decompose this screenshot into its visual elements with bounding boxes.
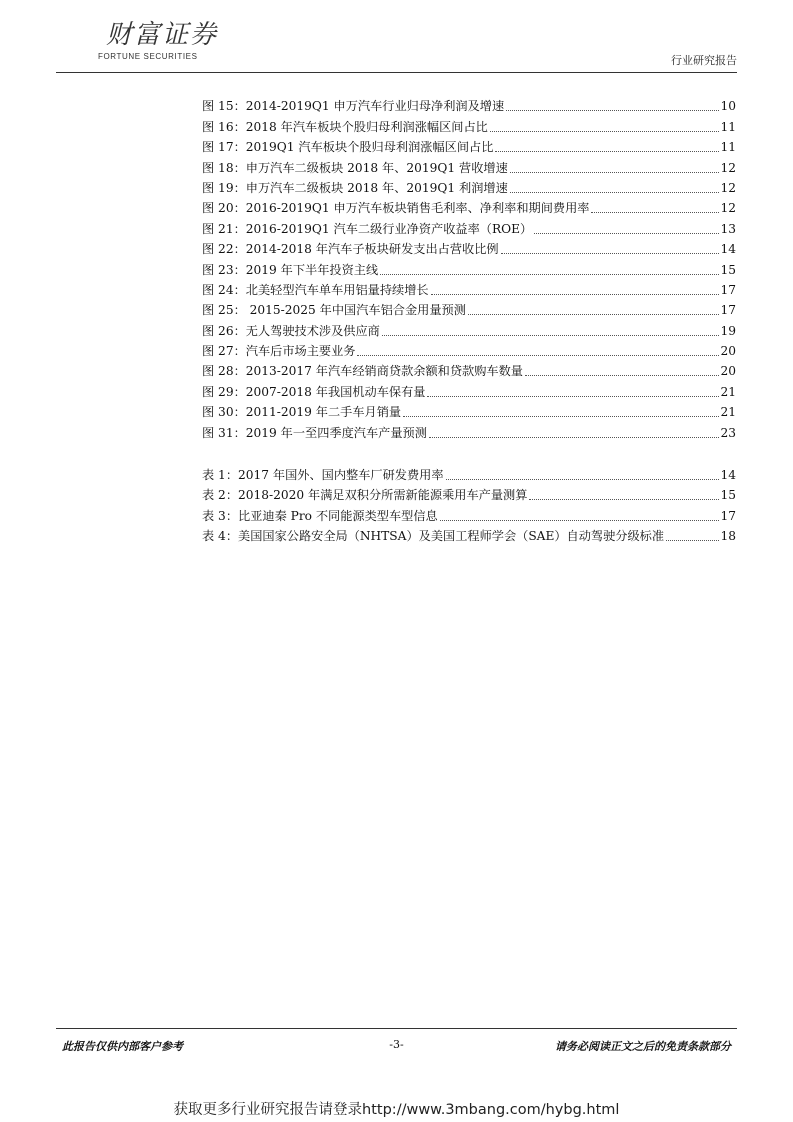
dot-leader	[429, 437, 720, 438]
figure-entry-page: 19	[720, 323, 736, 338]
table-entry-page: 15	[720, 488, 736, 503]
dot-leader	[446, 479, 720, 480]
figure-entry-page: 15	[720, 262, 736, 277]
dot-leader	[427, 396, 719, 397]
table-entry-title: 表 3：比亚迪秦 Pro 不同能源类型车型信息	[202, 508, 438, 523]
figure-entry[interactable]	[202, 96, 736, 116]
table-entry-title: 表 2：2018-2020 年满足双积分所需新能源乘用车产量测算	[202, 488, 528, 503]
figure-entry-page: 12	[720, 160, 736, 175]
figure-entry-title: 图 16：2018 年汽车板块个股归母利润涨幅区间占比	[202, 119, 488, 134]
figure-entry[interactable]	[202, 422, 736, 442]
footer-disclaimer-right: 请务必阅读正文之后的免责条款部分	[555, 1040, 731, 1053]
dot-leader	[529, 499, 719, 500]
figure-entry[interactable]	[202, 320, 736, 340]
figure-entry-title: 图 20：2016-2019Q1 申万汽车板块销售毛利率、净利率和期间费用率	[202, 201, 590, 216]
figure-entry-title: 图 18：申万汽车二级板块 2018 年、2019Q1 营收增速	[202, 160, 508, 175]
figure-entry[interactable]	[202, 116, 736, 136]
figure-entry-page: 20	[720, 364, 736, 379]
dot-leader	[357, 355, 719, 356]
figure-entry-title: 图 30：2011-2019 年二手车月销量	[202, 405, 402, 420]
figure-entry[interactable]	[202, 402, 736, 422]
table-entry-title: 表 4：美国国家公路安全局（NHTSA）及美国工程师学会（SAE）自动驾驶分级标准	[202, 529, 665, 544]
table-list	[202, 465, 736, 547]
figure-entry-title: 图 29：2007-2018 年我国机动车保有量	[202, 384, 426, 399]
figure-entry[interactable]	[202, 381, 736, 401]
figure-entry-page: 13	[720, 221, 736, 236]
figure-entry[interactable]	[202, 280, 736, 300]
figure-entry-title: 图 23：2019 年下半年投资主线	[202, 262, 379, 277]
dot-leader	[490, 131, 720, 132]
table-entry[interactable]	[202, 465, 736, 485]
figure-entry-title: 图 15：2014-2019Q1 申万汽车行业归母净利润及增速	[202, 99, 505, 114]
logo-english-name: FORTUNE SECURITIES	[98, 52, 198, 61]
dot-leader	[382, 335, 720, 336]
figure-entry-page: 21	[720, 405, 736, 420]
table-entry-page: 17	[720, 508, 736, 523]
header-divider	[56, 72, 737, 73]
figure-entry[interactable]	[202, 259, 736, 279]
logo-chinese-name: 财富证券	[106, 20, 219, 50]
dot-leader	[510, 172, 720, 173]
figure-entry[interactable]	[202, 157, 736, 177]
page-number: -3-	[389, 1038, 404, 1051]
dot-leader	[666, 540, 719, 541]
figure-entry-title: 图 21：2016-2019Q1 汽车二级行业净资产收益率（ROE）	[202, 221, 533, 236]
dot-leader	[510, 192, 720, 193]
figure-entry-title: 图 31：2019 年一至四季度汽车产量预测	[202, 425, 427, 440]
table-entry-title: 表 1：2017 年国外、国内整车厂研发费用率	[202, 468, 444, 483]
figure-entry-page: 17	[720, 282, 736, 297]
figure-entry[interactable]	[202, 137, 736, 157]
figure-entry-page: 10	[720, 99, 736, 114]
dot-leader	[525, 375, 720, 376]
report-type-label: 行业研究报告	[671, 54, 737, 67]
figure-entry-page: 11	[720, 140, 736, 155]
watermark-link-text: 获取更多行业研究报告请登录http://www.3mbang.com/hybg.html	[173, 1102, 620, 1118]
dot-leader	[468, 314, 720, 315]
dot-leader	[506, 110, 719, 111]
table-entry[interactable]	[202, 485, 736, 505]
figure-entry[interactable]	[202, 361, 736, 381]
dot-leader	[380, 274, 719, 275]
figure-entry-title: 图 24：北美轻型汽车单车用铝量持续增长	[202, 282, 429, 297]
company-logo	[98, 20, 228, 61]
figure-entry-page: 12	[720, 201, 736, 216]
footer-disclaimer-left: 此报告仅供内部客户参考	[62, 1040, 183, 1053]
figure-entry-title: 图 19：申万汽车二级板块 2018 年、2019Q1 利润增速	[202, 180, 508, 195]
figure-entry-title: 图 27：汽车后市场主要业务	[202, 344, 356, 359]
figure-entry-title: 图 26：无人驾驶技术涉及供应商	[202, 323, 380, 338]
table-entry-page: 18	[720, 529, 736, 544]
figure-entry[interactable]	[202, 300, 736, 320]
dot-leader	[403, 416, 719, 417]
figure-list	[202, 96, 736, 443]
figure-entry[interactable]	[202, 178, 736, 198]
figure-entry-page: 17	[720, 303, 736, 318]
figure-entry[interactable]	[202, 218, 736, 238]
figure-entry-page: 21	[720, 384, 736, 399]
figure-entry[interactable]	[202, 239, 736, 259]
table-entry[interactable]	[202, 526, 736, 546]
table-entry[interactable]	[202, 505, 736, 525]
figure-entry-page: 12	[720, 180, 736, 195]
dot-leader	[440, 520, 720, 521]
dot-leader	[501, 253, 720, 254]
figure-entry[interactable]	[202, 341, 736, 361]
table-of-contents	[202, 96, 736, 546]
table-entry-page: 14	[720, 468, 736, 483]
dot-leader	[591, 212, 719, 213]
figure-entry-page: 20	[720, 344, 736, 359]
figure-entry-title: 图 28：2013-2017 年汽车经销商贷款余额和贷款购车数量	[202, 364, 523, 379]
list-gap	[202, 443, 736, 465]
dot-leader	[431, 294, 720, 295]
figure-entry-title: 图 17：2019Q1 汽车板块个股归母利润涨幅区间占比	[202, 140, 494, 155]
dot-leader	[495, 151, 719, 152]
figure-entry-title: 图 22：2014-2018 年汽车子板块研发支出占营收比例	[202, 242, 499, 257]
footer-divider	[56, 1028, 737, 1029]
figure-entry-title: 图 25： 2015-2025 年中国汽车铝合金用量预测	[202, 303, 466, 318]
figure-entry-page: 14	[720, 242, 736, 257]
figure-entry-page: 23	[720, 425, 736, 440]
figure-entry[interactable]	[202, 198, 736, 218]
dot-leader	[534, 233, 719, 234]
figure-entry-page: 11	[720, 119, 736, 134]
